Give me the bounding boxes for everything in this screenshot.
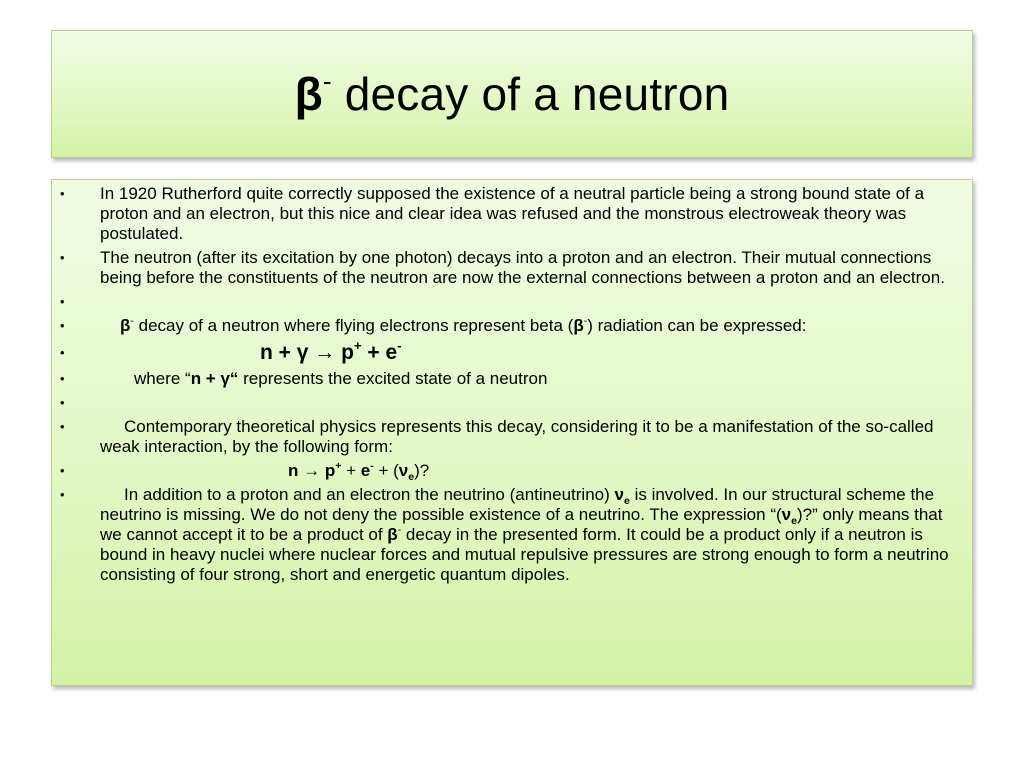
electron-symbol: e [360,461,371,480]
bullet-dot: • [60,463,65,478]
minus-superscript: - [370,460,374,472]
bullet-neutron-decay [52,248,972,288]
neutrino-subscript: e [408,471,415,483]
equation-lhs: n + γ → p [260,341,354,364]
text-segment: where “ [134,369,191,388]
title-minus: - [322,66,332,96]
bullet-neutrino [52,485,972,585]
bullet-equation-weak [52,461,972,481]
plus-sign: + [341,461,361,480]
text-segment: represents the excited state of a neutron [238,369,548,388]
equation-mid: + e [361,341,398,364]
text-segment: )?” only means that we cannot accept it to be a product of [100,505,943,544]
minus-superscript: - [583,315,588,327]
bullet-list [52,184,972,585]
text-segment: is involved. In our structural scheme the neutrino is missing. We do not deny the possible existence of a neutrino. The expression “( [100,485,935,524]
neutrino-symbol: ν [781,505,792,524]
beta-symbol: β [120,316,131,335]
title-text: decay of a neutron [331,68,730,120]
text-segment: In addition to a proton and an electron the neutrino (antineutrino) [124,485,615,504]
bullet-beta-decay [52,316,972,336]
bullet-dot: • [60,318,65,333]
bullet-rutherford [52,184,972,244]
text-segment: ) radiation can be expressed: [587,316,807,335]
bullet-dot: • [60,419,65,434]
slide-title [294,66,730,120]
neutrino-symbol: ν [614,485,624,504]
bullet-text: In 1920 Rutherford quite correctly supposed the existence of a neutral particle being a strong bound state of a proton and an electron, but this nice and clear idea was refused and the monstrous electroweak theory was postulated. [100,184,925,243]
bullet-dot: • [60,345,65,360]
minus-superscript: - [397,524,402,536]
title-box [51,30,973,158]
bullet-text [100,369,547,388]
title-beta: β [294,68,323,120]
text-bold: n + γ“ [190,369,239,388]
bullet-excited-state [52,369,972,389]
neutrino-subscript: e [623,495,630,507]
bullet-text: Contemporary theoretical physics represents this decay, considering it to be a manifestation of the so-called weak interaction, by the following form: [100,417,934,456]
bullet-contemporary [52,417,972,457]
text-segment: )? [414,461,430,480]
equation [100,460,430,483]
content-box [51,179,973,686]
text-segment: decay in the presented form. It could be a product only if a neutron is bound in heavy nuclei where nuclear forces and mutual repulsive pressures are strong enough to form a neutrino consisting of four strong, short and energetic quantum dipoles. [100,525,949,584]
neutrino-symbol: ν [398,461,409,480]
bullet-text [100,316,806,335]
minus-superscript: - [130,315,134,327]
equation [100,338,402,364]
plus-superscript: + [335,460,342,472]
bullet-dot: • [60,186,65,201]
bullet-dot: • [60,250,65,265]
bullet-equation-excited [52,340,972,365]
bullet-dot: • [60,395,65,410]
text-segment: decay of a neutron where flying electrons represent beta ( [133,316,574,335]
bullet-empty [52,292,972,312]
minus-superscript: - [397,338,402,353]
bullet-empty [52,393,972,413]
beta-symbol: β [387,525,398,544]
bullet-text: The neutron (after its excitation by one photon) decays into a proton and an electron. Their mutual connections being before the constituents of the neutron are now the external connections between a proton and an electron. [100,248,945,287]
beta-symbol: β [573,316,584,335]
equation-lhs: n → p [288,461,336,480]
bullet-dot: • [60,294,65,309]
bullet-dot: • [60,487,65,502]
bullet-dot: • [60,371,65,386]
text-segment: + ( [373,461,399,480]
plus-superscript: + [353,338,362,353]
neutrino-subscript: e [791,515,797,527]
